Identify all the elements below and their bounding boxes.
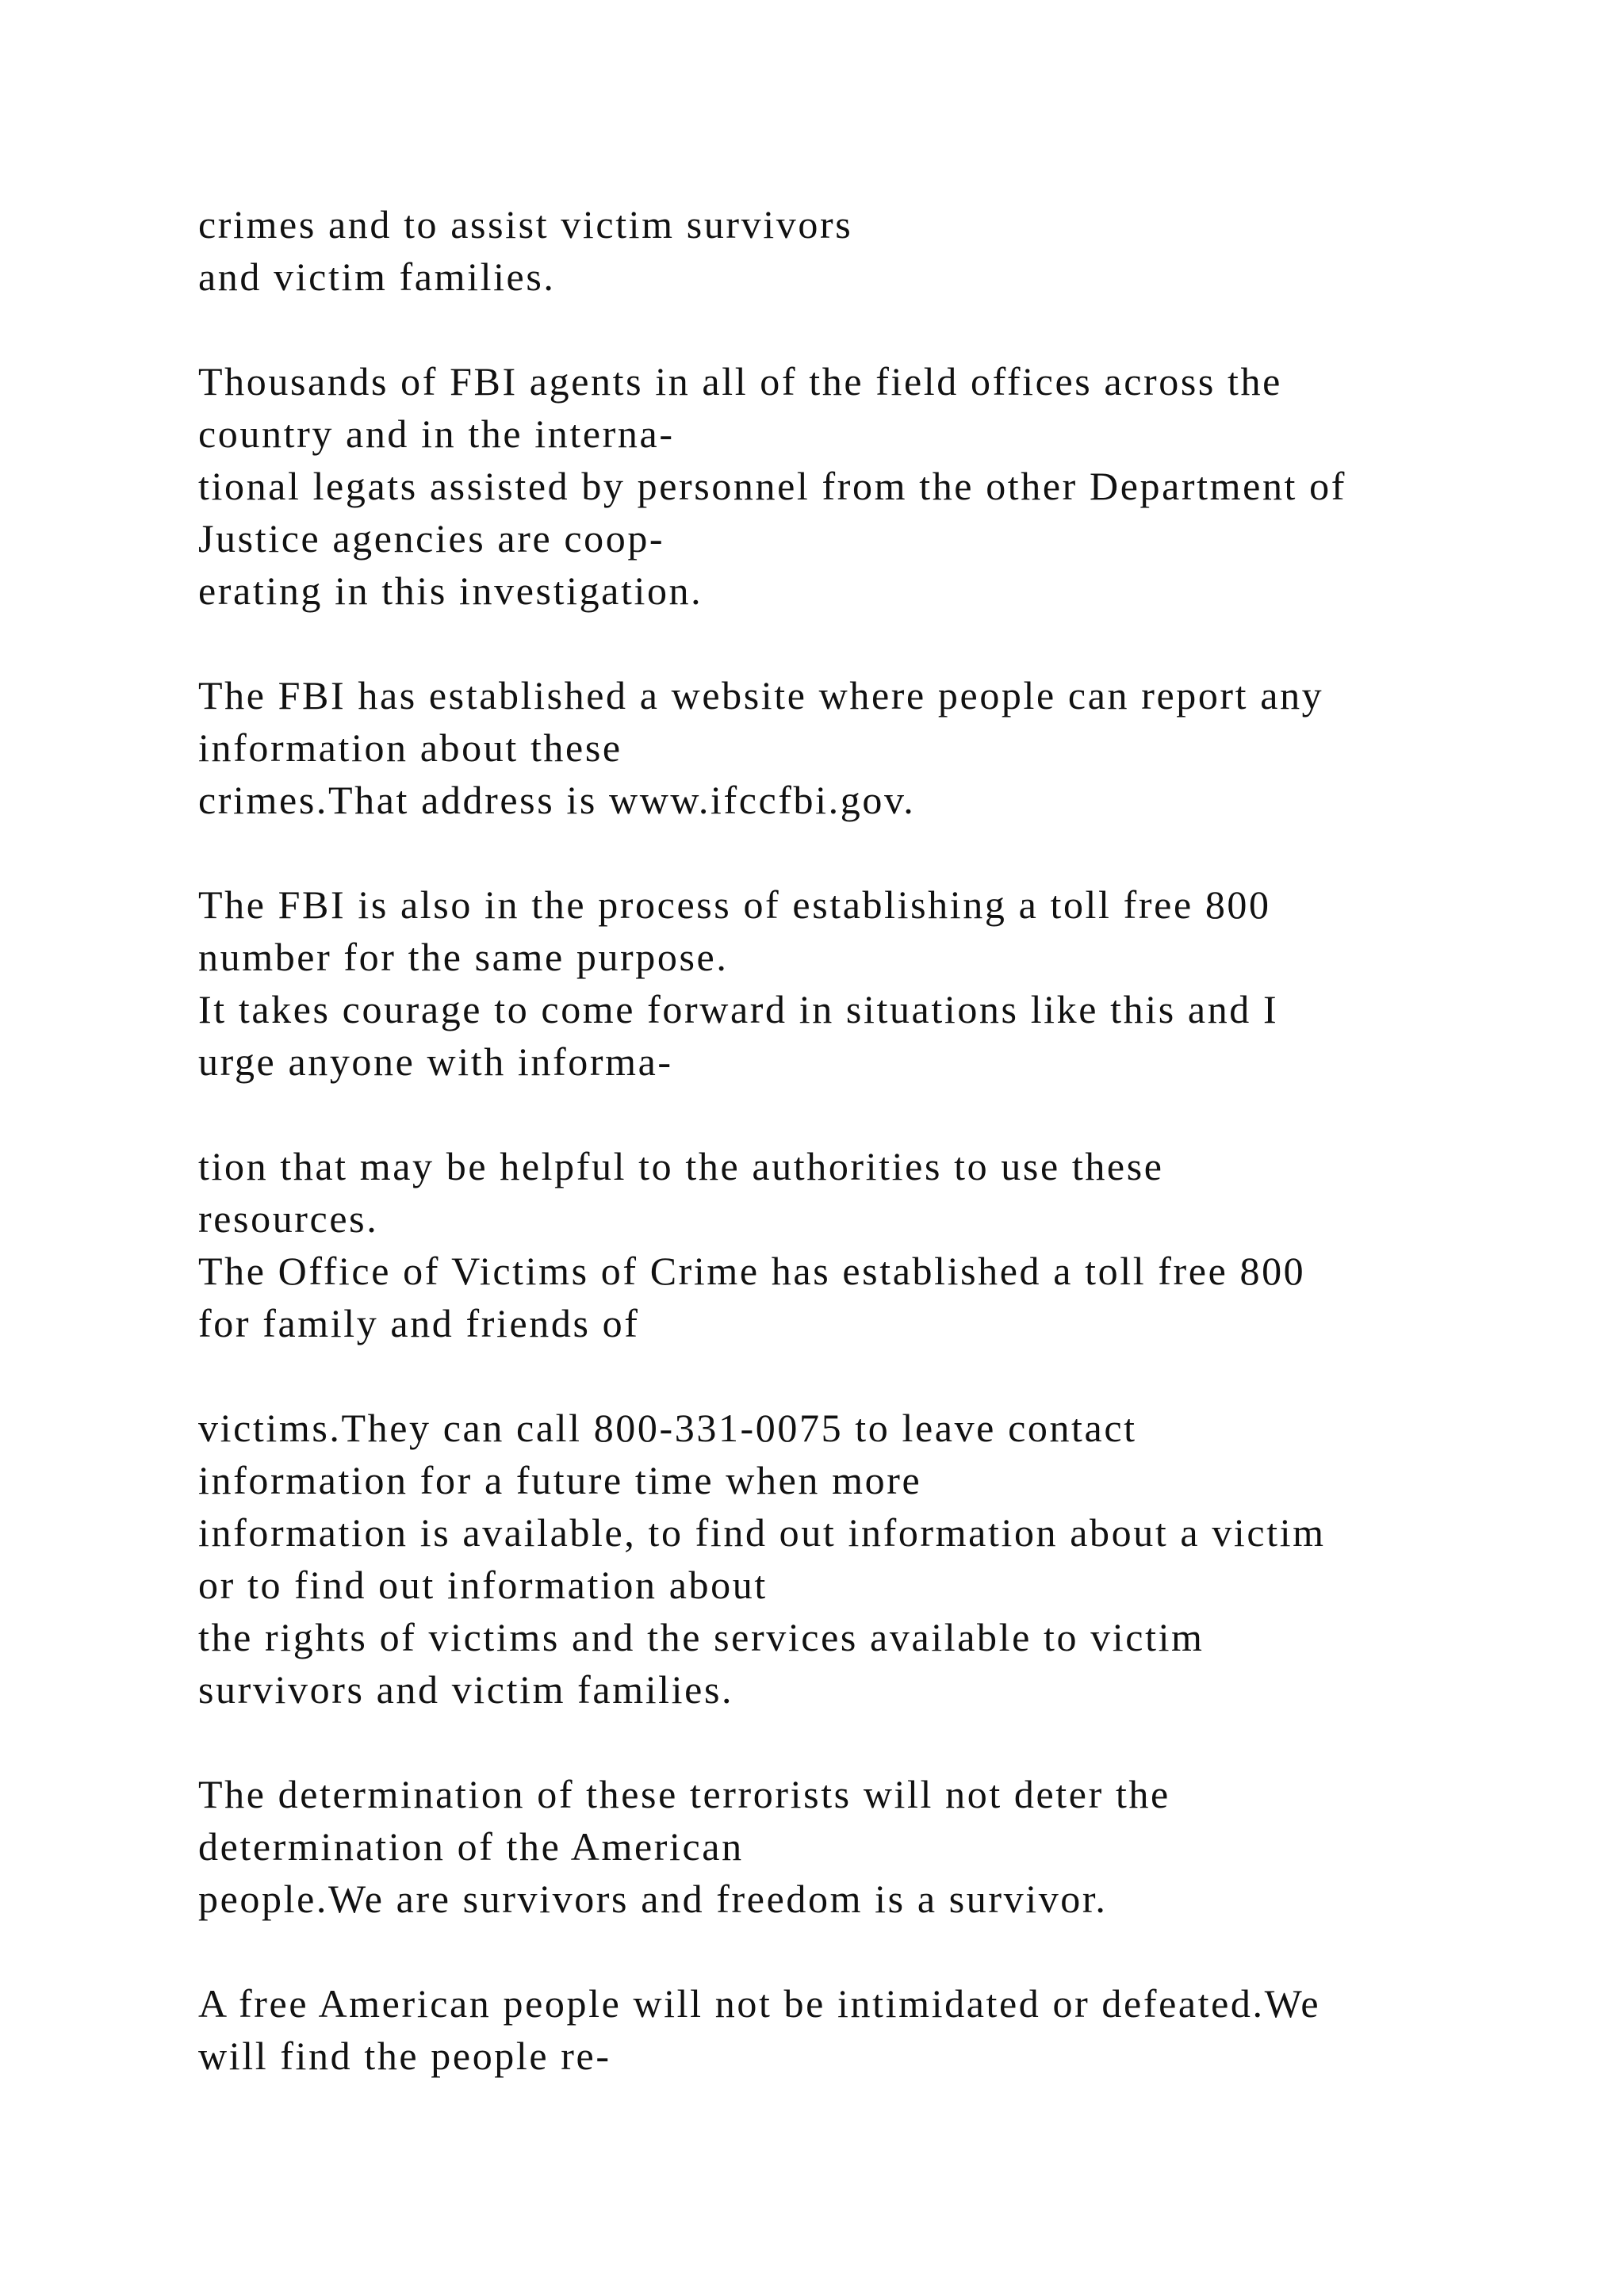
text-line: information is available, to find out information about a victim	[198, 1510, 1326, 1555]
text-line: The Office of Victims of Crime has established a toll free 800	[198, 1249, 1306, 1293]
paragraph-gap	[198, 303, 1594, 355]
text-line: erating in this investigation.	[198, 568, 703, 613]
text-line: The FBI is also in the process of establishing a toll free 800	[198, 882, 1271, 927]
paragraph-1	[198, 198, 1594, 303]
text-line: resources.	[198, 1196, 379, 1241]
text-line: Justice agencies are coop-	[198, 516, 665, 561]
paragraph-gap	[198, 617, 1594, 669]
text-line: The determination of these terrorists will not deter the	[198, 1772, 1170, 1816]
paragraph-gap	[198, 1349, 1594, 1402]
text-line: country and in the interna-	[198, 411, 675, 456]
text-line: information for a future time when more	[198, 1458, 922, 1502]
text-line: or to find out information about	[198, 1563, 768, 1607]
paragraph-gap	[198, 1716, 1594, 1768]
paragraph-7	[198, 1768, 1594, 1925]
text-line: victims.They can call 800-331-0075 to leave contact	[198, 1406, 1137, 1450]
document-body	[198, 198, 1594, 2082]
text-line: will find the people re-	[198, 2034, 611, 2078]
text-line: and victim families.	[198, 254, 556, 299]
paragraph-6	[198, 1402, 1594, 1716]
paragraph-2	[198, 355, 1594, 617]
text-line: information about these	[198, 725, 622, 770]
text-line: survivors and victim families.	[198, 1667, 734, 1712]
text-line: Thousands of FBI agents in all of the field offices across the	[198, 359, 1282, 404]
text-line: determination of the American	[198, 1824, 744, 1869]
text-line: crimes and to assist victim survivors	[198, 202, 853, 247]
paragraph-4	[198, 878, 1594, 1088]
text-line: people.We are survivors and freedom is a survivor.	[198, 1877, 1108, 1921]
text-line: the rights of victims and the services available to victim	[198, 1615, 1205, 1659]
paragraph-8	[198, 1977, 1594, 2082]
paragraph-gap	[198, 1088, 1594, 1140]
text-line: crimes.That address is www.ifccfbi.gov.	[198, 778, 916, 822]
paragraph-3	[198, 669, 1594, 826]
text-line: urge anyone with informa-	[198, 1039, 673, 1084]
text-line: It takes courage to come forward in situations like this and I	[198, 987, 1279, 1031]
text-line: A free American people will not be intimidated or defeated.We	[198, 1981, 1321, 2026]
paragraph-gap	[198, 1925, 1594, 1977]
text-line: tional legats assisted by personnel from the other Department of	[198, 464, 1346, 508]
paragraph-5	[198, 1140, 1594, 1349]
text-line: for family and friends of	[198, 1301, 640, 1345]
paragraph-gap	[198, 826, 1594, 878]
text-line: The FBI has established a website where people can report any	[198, 673, 1324, 718]
text-line: number for the same purpose.	[198, 935, 729, 979]
text-line: tion that may be helpful to the authorities to use these	[198, 1144, 1164, 1188]
